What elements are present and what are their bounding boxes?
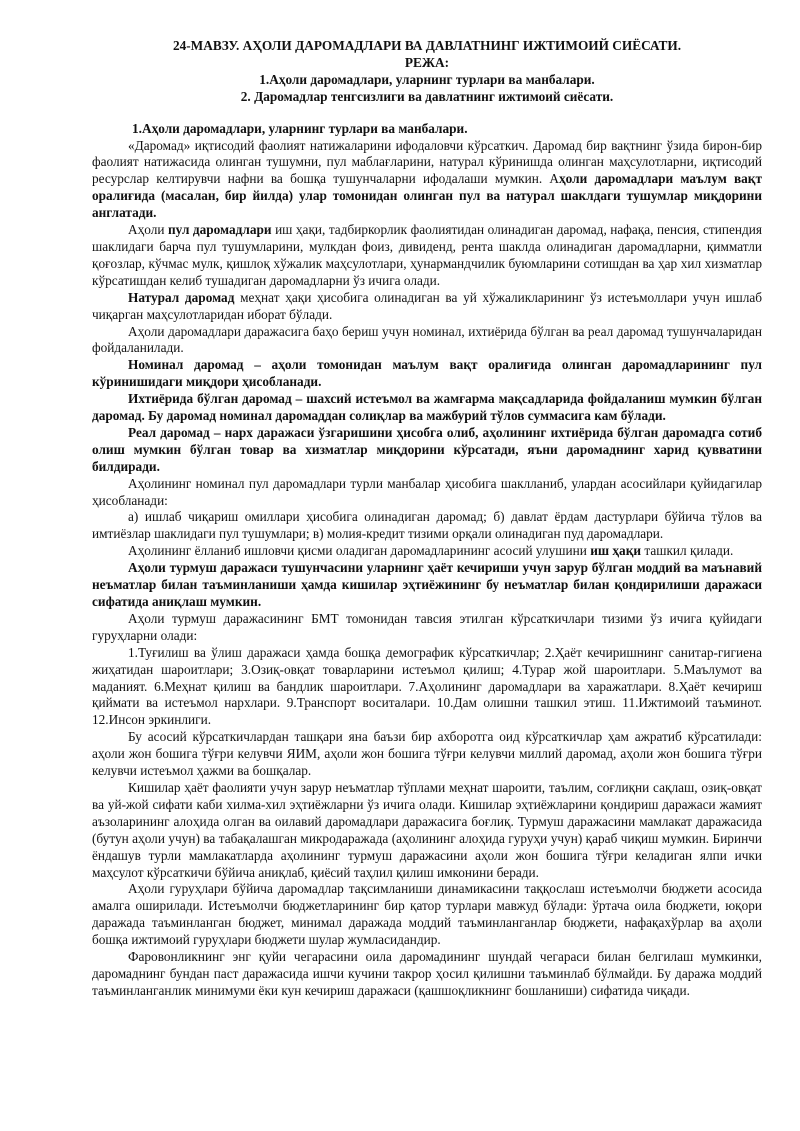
paragraph-indicator-list: 1.Туғилиш ва ўлиш даражаси ҳамда бошқа демографик кўрсаткичлар; 2.Ҳаёт кечиришнинг санитар-гигиена жиҳатидан шароитлари; 3.Озиқ-овқат товарларини истеъмол қилиш; 4.Турар жой шароитлари. 5.Маълумот ва маданият. 6.Меҳнат қилиш ва бандлик шароитлари. 7.Аҳолининг даромадлари ва харажатлари. 8.Ҳаёт кечириш қиймати ва истеъмол нархлари. 9.Транспорт воситалари. 10.Дам олишни ташкил этиш. 11.Ижтимоий таъминот. 12.Инсон эркинлиги. bbox=[92, 644, 762, 728]
paragraph-text: Аҳоли bbox=[128, 222, 168, 238]
paragraph-living-standard: Аҳоли турмуш даражаси тушунчасини уларнинг ҳаёт кечириши учун зарур бўлган моддий ва маънавий неъматлар билан таъминланиши ҳамда кишилар эҳтиёжининг бу неъматлар билан қондирилиши даражаси сифатида аниқлаш мумкин. bbox=[92, 560, 762, 609]
paragraph-text: «Даромад» иқтисодий фаолият натижаларини ифодаловчи кўрсаткич. Даромад бир вақтнинг ўзида бирон-бир фаолият натижасида олинган тушумни, пул маблағларини, натурал кўринишда олинган маҳсулотларни, иқтисодий ресурслар келтирувчи нафни ва бошқа тушунчаларни ифодалаши мумкин. А bbox=[92, 137, 762, 187]
paragraph-nominal-income: Номинал даромад – аҳоли томонидан маълум вақт оралиғида олинган даромадларининг пул кўринишидаги миқдори ҳисобланади. bbox=[92, 357, 762, 390]
paragraph-text: ташкил қилади. bbox=[641, 543, 734, 559]
term-wages: иш ҳақи bbox=[590, 543, 642, 559]
section-1-heading: 1.Аҳоли даромадлари, уларнинг турлари ва манбалари. bbox=[132, 120, 468, 136]
paragraph-income-levels: Аҳоли даромадлари даражасига баҳо бериш учун номинал, ихтиёрида бўлган ва реал даромад тушунчаларидан фойдаланилади. bbox=[92, 323, 762, 356]
document-title: 24-МАВЗУ. АҲОЛИ ДАРОМАДЛАРИ ВА ДАВЛАТНИНГ ИЖТИМОИЙ СИЁСАТИ. bbox=[172, 38, 682, 53]
paragraph-additional-indicators: Бу асосий кўрсаткичлардан ташқари яна баъзи бир ахборотга оид кўрсаткичлар ҳам ажратиб кўрсатилади: аҳоли жон бошига тўғри келувчи ЯИМ, аҳоли жон бошига тўғри келувчи миллий даромад, аҳоли жон бошига тўғри келувчи истеъмол ҳажми ва бошқалар. bbox=[92, 729, 762, 779]
term-natural-income: Натурал даромад bbox=[128, 289, 235, 305]
paragraph-income-sources: Аҳолининг номинал пул даромадлари турли манбалар ҳисобига шаклланиб, улардан асосийлари қуйидагилар ҳисобланади: bbox=[92, 475, 762, 508]
paragraph-income-sources-list: а) ишлаб чиқариш омиллари ҳисобига олинадиган даромад; б) давлат ёрдам дастурлари бўйича тўлов ва имтиёзлар шаклидаги пул тушумлари; в) молия-кредит тизими орқали олинадиган пуд даромадлари. bbox=[92, 509, 762, 542]
paragraph-real-income: Реал даромад – нарх даражаси ўзгаришини ҳисобга олиб, аҳолининг ихтиёрида бўлган даромадга сотиб олиш мумкин бўлган товар ва хизматлар миқдорини кўрсатади, яъни даромаднинг харид қувватини билдиради. bbox=[92, 424, 762, 474]
paragraph-natural-income bbox=[92, 290, 762, 324]
plan-item-1: 1.Аҳоли даромадлари, уларнинг турлари ва манбалари. bbox=[259, 71, 595, 87]
paragraph-income-definition bbox=[92, 138, 762, 223]
term-money-income: пул даромадлари bbox=[167, 222, 272, 238]
plan-heading: РЕЖА: bbox=[404, 54, 450, 70]
paragraph-welfare-threshold: Фаровонликнинг энг қуйи чегарасини оила даромадининг шундай чегараси билан белгилаш мумкинки, даромаднинг бундан паст даражасида ишчи кучини такрор ҳосил қилишни таъминлаб бўлмайди. Бу даража моддий таъминланганлик минимуми ёки кун кечириш даражаси (қашшоқликнинг бошланиши) сифатида чиқади. bbox=[92, 949, 762, 998]
paragraph-text: иш ҳақи, тадбиркорлик фаолиятидан олинадиган даромад, нафақа, пенсия, стипендия шаклидаги барча пул тушумларини, мулкдан фоиз, дивиденд, рента шаклда олинадиган даромадларни, қимматли қоғозлар, кўчмас мулк, қишлоқ хўжалик маҳсулотлари, ҳунармандчилик буюмларини сотишдан ва ҳар хил хизматлар кўрсатишдан келиб тушадиган даромадларни ўз ичига олади. bbox=[92, 222, 762, 288]
paragraph-text: меҳнат ҳақи ҳисобига олинадиган ва уй хўжаликларининг ўз истеъмоллари учун ишлаб чиқарган маҳсулотларидан иборат бўлади. bbox=[92, 289, 762, 322]
paragraph-money-income bbox=[92, 222, 762, 290]
paragraph-un-indicators: Аҳоли турмуш даражасининг БМТ томонидан тавсия этилган кўрсаткичлари тизими ўз ичига қуйидаги гуруҳларни олади: bbox=[92, 610, 762, 643]
paragraph-bold-text: ҳоли даромадлари маълум вақт оралиғида (масалан, бир йилда) улар томонидан олинган пул ва натурал шаклдаги тушумлар миқдорини англатади. bbox=[92, 171, 762, 221]
paragraph-disposable-income: Ихтиёрида бўлган даромад – шахсий истеъмол ва жамғарма мақсадларида фойдаланиш мумкин бўлган даромад. Бу даромад номинал даромаддан солиқлар ва мажбурий тўлов суммасига кам бўлади. bbox=[92, 391, 762, 424]
paragraph-text: Аҳолининг ёлланиб ишловчи қисми оладиган даромадларининг асосий улушини bbox=[128, 543, 591, 559]
paragraph-wages bbox=[92, 543, 762, 560]
paragraph-consumer-budget: Аҳоли гуруҳлари бўйича даромадлар тақсимланиши динамикасини таққослаш истеъмолчи бюджети асосида амалга оширилади. Истеъмолчи бюджетларининг бир қатор турлари мавжуд бўлади: ўртача оила бюджети, юқори даражада таъминланган бюджет, минимал даражада моддий таъминланганлар бюджети, нафақахўрлар ва аҳоли бошқа ижтимоий гуруҳлари бюджети шулар жумласидандир. bbox=[92, 881, 762, 948]
paragraph-needs: Кишилар ҳаёт фаолияти учун зарур неъматлар тўплами меҳнат шароити, таълим, соғлиқни сақлаш, озиқ-овқат ва уй-жой сифати каби хилма-хил эҳтиёжларни ўз ичига олади. Кишилар эҳтиёжларини қондириш даражаси жамият аъзоларининг алоҳида олган ва оилавий даромадлари даражасига боғлиқ. Турмуш даражасини мамлакат даражасида (бутун аҳоли учун) ва табақалашган микродаражада (аҳолининг алоҳида гуруҳи учун) қараб чиқиш мумкин. Биринчи ёндашув турли мамлакатларда аҳолининг турмуш даражасини аҳоли жон бошига тўғри келадиган ялпи ички маҳсулот кўрсаткичи бўйича аниқлаб, қиёсий таҳлил қилиш имконини беради. bbox=[92, 779, 762, 880]
plan-item-2: 2. Даромадлар тенгсизлиги ва давлатнинг ижтимоий сиёсати. bbox=[240, 88, 614, 104]
